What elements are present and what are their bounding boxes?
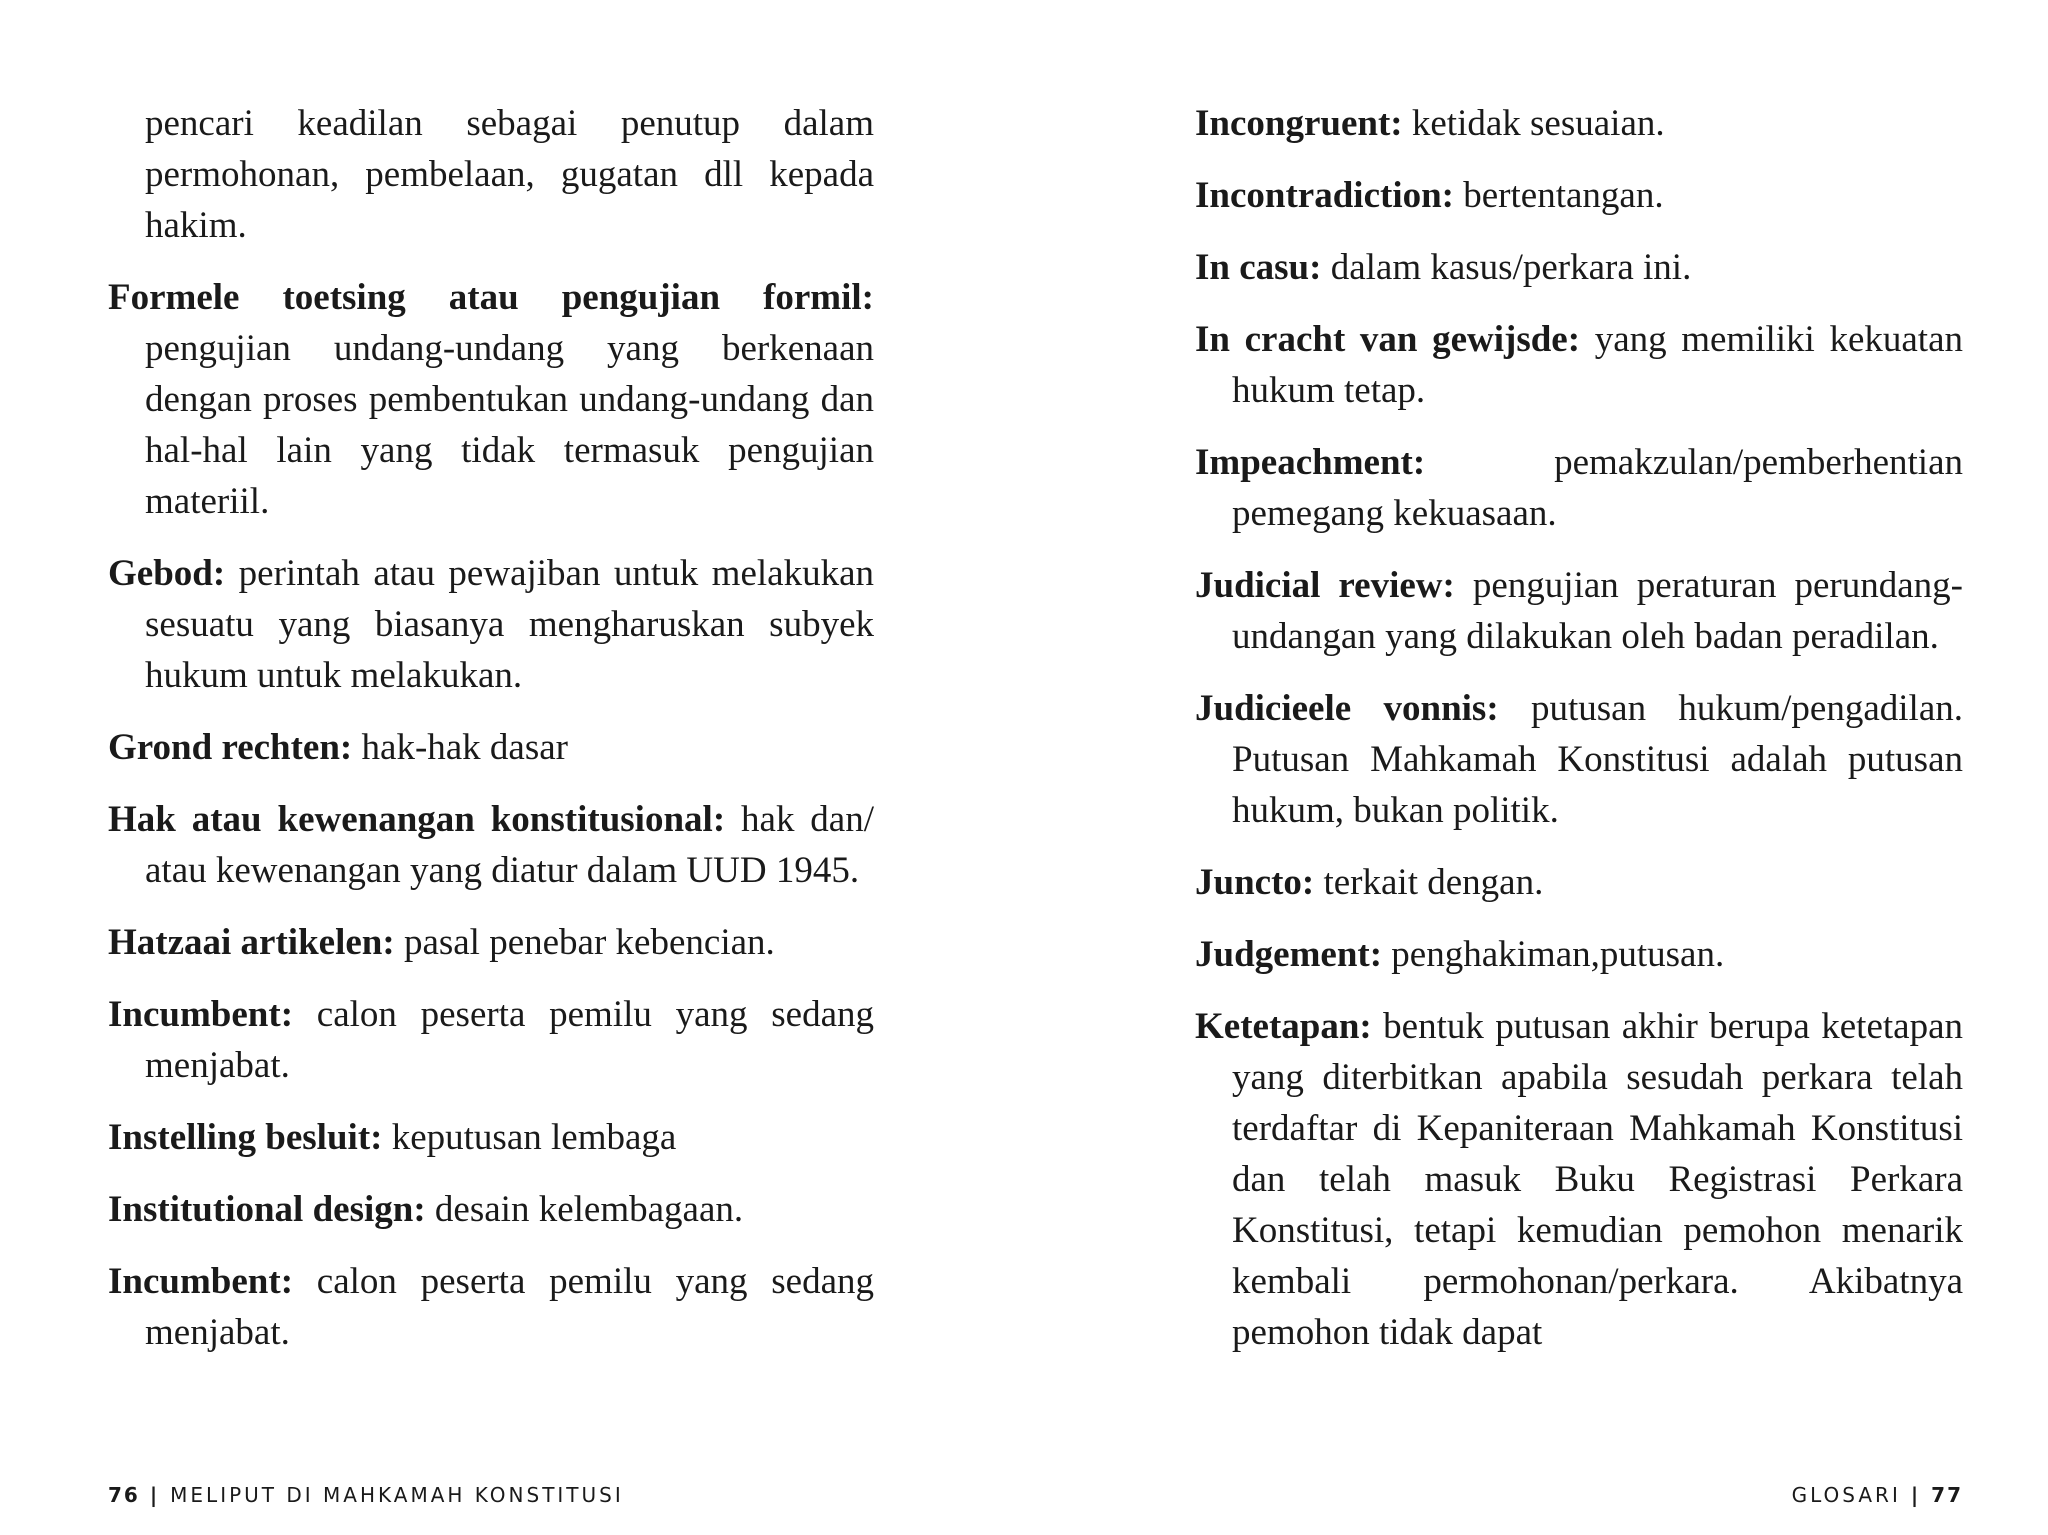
continued-definition: pencari keadilan sebagai penutup dalam permohonan, pembelaan, gugatan dll kepada hakim. (145, 103, 874, 246)
page-number: 76 (108, 1483, 140, 1507)
left-page-footer (108, 1483, 624, 1507)
glossary-entry (1195, 1001, 1963, 1358)
footer-separator: | (149, 1483, 161, 1507)
glossary-definition: ketidak sesuaian. (1411, 103, 1665, 144)
glossary-term: Institutional design: (108, 1189, 426, 1230)
glossary-term: Incongruent: (1195, 103, 1403, 144)
glossary-term: Hatzaai artikelen: (108, 922, 395, 963)
glossary-definition: bertentangan. (1463, 175, 1664, 216)
glossary-term: In casu: (1195, 247, 1322, 288)
glossary-entry (108, 548, 874, 701)
right-page-footer (1792, 1483, 1963, 1507)
glossary-entry (1195, 170, 1963, 221)
running-title: GLOSARI (1791, 1483, 1901, 1507)
left-glossary-column (108, 98, 874, 1379)
glossary-entry (108, 722, 874, 773)
glossary-term: Ketetapan: (1195, 1006, 1372, 1047)
glossary-term: Incumbent: (108, 994, 294, 1035)
glossary-entry (108, 272, 874, 527)
glossary-entry (108, 989, 874, 1091)
glossary-definition: putusan hukum/pengadilan. Putusan Mahkamah Konstitusi adalah putusan hukum, bukan politik. (1232, 688, 1964, 831)
glossary-definition: desain kelembagaan. (434, 1189, 744, 1230)
glossary-term: Hak atau kewenangan konstitusional: (108, 799, 726, 840)
glossary-entry (1195, 683, 1963, 836)
glossary-term: Gebod: (108, 553, 226, 594)
glossary-entry (1195, 242, 1963, 293)
glossary-definition: dalam kasus/perkara ini. (1330, 247, 1692, 288)
glossary-definition: yang memiliki kekuatan hukum tetap. (1232, 319, 1964, 411)
right-page (1195, 0, 1963, 1535)
glossary-entry (1195, 929, 1963, 980)
footer-separator: | (1910, 1483, 1922, 1507)
glossary-term: Incumbent: (108, 1261, 294, 1302)
glossary-definition: bentuk putusan akhir berupa ketetapan yang diterbitkan apabila sesudah perkara telah terdaftar di Kepaniteraan Mahkamah Konstitusi dan telah masuk Buku Registrasi Perkara Konstitusi, tetapi kemudian pemohon menarik kembali permohonan/perkara. Akibatnya pemohon tidak dapat (1232, 1006, 1963, 1353)
glossary-term: Judicial review: (1195, 565, 1455, 606)
glossary-term: Judgement: (1195, 934, 1383, 975)
glossary-definition: perintah atau pewajiban untuk melakukan sesuatu yang biasanya mengharuskan subyek hukum untuk melakukan. (145, 553, 874, 696)
glossary-term: Judicieele vonnis: (1195, 688, 1499, 729)
glossary-term: Incontradiction: (1195, 175, 1454, 216)
glossary-entry (108, 917, 874, 968)
glossary-term: In cracht van gewijsde: (1195, 319, 1581, 360)
glossary-definition: pengujian peraturan perundang-undangan yang dilakukan oleh badan peradilan. (1232, 565, 1963, 657)
right-glossary-column (1195, 98, 1963, 1379)
glossary-entry (108, 1112, 874, 1163)
page-number: 77 (1931, 1483, 1963, 1507)
running-title: MELIPUT DI MAHKAMAH KONSTITUSI (170, 1483, 624, 1507)
glossary-definition: calon peserta pemilu yang sedang menjabat. (145, 994, 874, 1086)
glossary-term: Formele toetsing atau pengujian formil: (108, 277, 874, 318)
glossary-term: Instelling besluit: (108, 1117, 383, 1158)
glossary-definition: pengujian undang-undang yang berkenaan dengan proses pembentukan undang-undang dan hal-hal lain yang tidak termasuk pengujian materiil. (145, 328, 874, 522)
glossary-definition: pemakzulan/pemberhentian pemegang kekuasaan. (1232, 442, 1963, 534)
glossary-entry (1195, 437, 1963, 539)
glossary-term: Juncto: (1195, 862, 1315, 903)
glossary-entry (1195, 98, 1963, 149)
glossary-definition: hak dan/ atau kewenangan yang diatur dalam UUD 1945. (145, 799, 875, 891)
glossary-definition: hak-hak dasar (361, 727, 568, 768)
glossary-definition: pasal penebar kebencian. (403, 922, 775, 963)
glossary-entry (108, 1256, 874, 1358)
glossary-entry (108, 1184, 874, 1235)
glossary-entry (1195, 314, 1963, 416)
glossary-entry (108, 794, 874, 896)
glossary-term: Grond rechten: (108, 727, 353, 768)
glossary-entry (1195, 857, 1963, 908)
glossary-term: Impeachment: (1195, 442, 1426, 483)
glossary-definition: penghakiman,putusan. (1391, 934, 1725, 975)
glossary-continued-text (108, 98, 874, 251)
left-page (108, 0, 874, 1535)
glossary-definition: keputusan lembaga (391, 1117, 677, 1158)
glossary-entry (1195, 560, 1963, 662)
glossary-definition: calon peserta pemilu yang sedang menjabat. (145, 1261, 874, 1353)
glossary-definition: terkait dengan. (1323, 862, 1544, 903)
